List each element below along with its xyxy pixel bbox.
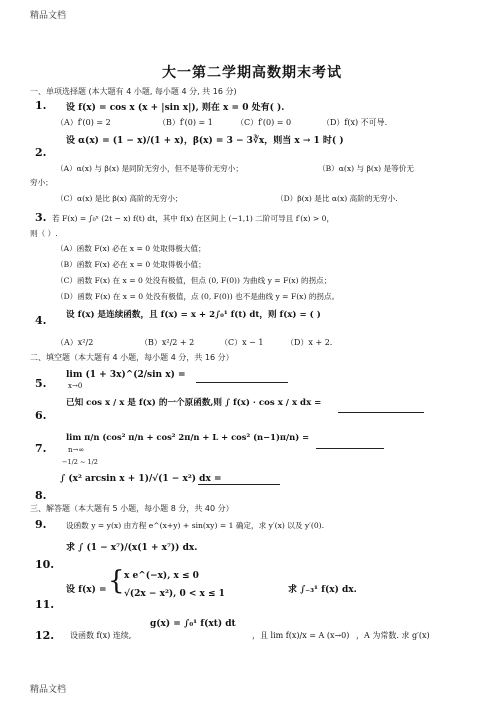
case-line: √(2x − x²), 0 < x ≤ 1 [124,589,225,599]
answer-blank [316,448,384,449]
option-b-continued: 穷小； [30,178,53,187]
question-text: g(x) = ∫₀¹ f(xt) dt [150,619,236,629]
question-text: 设 f(x) 是连续函数，且 f(x) = x + 2∫₀¹ f(t) dt，则 f(x) = ( ) [66,310,321,320]
option-c: （C）α(x) 是比 β(x) 高阶的无穷小； [56,194,183,203]
limit-subscript: x→0 [68,382,83,390]
question-text: 设 f(x) = [66,585,107,595]
brace-icon: { [108,566,125,596]
answer-blank [338,412,424,413]
section-heading: 二、填空题（本大题有 4 小题，每小题 4 分，共 16 分） [30,353,234,362]
question-text: 求 ∫₋₃¹ f(x) dx. [288,585,357,595]
question-number: 2. [35,146,47,159]
question-text: 设 α(x) = (1 − x)/(1 + x)，β(x) = 3 − 3∛x，则当 x → 1 时( ) [66,136,344,146]
option-c: （C）x − 1 [220,338,264,347]
option-d: （D）f(x) 不可导. [322,118,388,127]
question-text: ，且 lim f(x)/x = A (x→0) [252,631,350,640]
question-number: 1. [35,99,47,112]
question-text-continued: 则（ ）. [30,229,58,238]
header-label: 精品文档 [30,11,67,21]
option-d: （D）β(x) 是比 α(x) 高阶的无穷小. [276,194,398,203]
option-b: （B）函数 F(x) 必在 x = 0 处取得极小值； [56,260,206,269]
answer-blank [198,484,280,485]
question-number: 11. [35,598,55,611]
question-text: 求 ∫ (1 − x⁷)/(x(1 + x⁷)) dx. [66,543,198,553]
question-number: 5. [35,377,47,390]
question-number: 9. [35,518,47,531]
question-number: 7. [35,442,47,455]
question-number: 3. [35,211,47,224]
option-b: （B）α(x) 与 β(x) 是等价无 [318,164,414,173]
question-text: 设函数 y = y(x) 由方程 e^(x+y) + sin(xy) = 1 确定，求 y′(x) 以及 y′(0). [66,521,325,530]
question-text: ∫ (x² arcsin x + 1)/√(1 − x²) dx = [60,474,222,484]
option-c: （C）f′(0) = 0 [236,118,292,127]
question-text: lim π/n (cos² π/n + cos² 2π/n + L + cos² (n−1)π/n) = [66,432,310,442]
question-number: 4. [35,314,47,327]
answer-blank [196,382,288,383]
question-text: ，A 为常数. 求 g′(x) [356,631,430,640]
question-number: 10. [35,558,55,571]
section-heading: 一、单项选择题 (本大题有 4 小题, 每小题 4 分, 共 16 分) [30,87,237,96]
option-b: （B）x²/2 + 2 [140,338,195,347]
option-a: （A）f′(0) = 2 [56,118,111,127]
question-text: 若 F(x) = ∫₀ˣ (2t − x) f(t) dt，其中 f(x) 在区间上 (−1,1) 二阶可导且 f′(x) > 0， [52,214,335,223]
option-a: （A）α(x) 与 β(x) 是同阶无穷小，但不是等价无穷小； [56,164,243,173]
option-d: （D）函数 F(x) 在 x = 0 处没有极值，点 (0, F(0)) 也不是曲线 y = F(x) 的拐点。 [56,292,340,301]
question-number: 8. [35,489,47,502]
page-title: 大一第二学期高数期末考试 [162,65,342,81]
integral-limits: −1/2 ~ 1/2 [62,458,98,466]
option-d: （D）x + 2. [286,338,333,347]
question-text: 设函数 f(x) 连续, [70,631,132,640]
question-number: 12. [35,629,55,642]
question-text: 设 f(x) = cos x (x + |sin x|), 则在 x = 0 处有( ). [66,103,285,113]
option-c: （C）函数 F(x) 在 x = 0 处没有极值，但点 (0, F(0)) 为曲线 y = F(x) 的拐点； [56,276,332,285]
footer-label: 精品文档 [30,685,67,695]
case-line: x e^(−x), x ≤ 0 [124,571,199,581]
option-b: （B）f′(0) = 1 [158,118,213,127]
option-a: （A）函数 F(x) 必在 x = 0 处取得极大值； [56,244,206,253]
question-number: 6. [35,409,47,422]
option-a: （A）x²/2 [56,338,94,347]
limit-subscript: n→∞ [68,446,85,454]
section-heading: 三、解答题（本大题有 5 小题，每小题 8 分，共 40 分） [30,504,234,513]
question-text: lim (1 + 3x)^(2/sin x) = [66,370,186,380]
question-text: 已知 cos x / x 是 f(x) 的一个原函数,则 ∫ f(x) · cos x / x dx = [66,398,322,408]
